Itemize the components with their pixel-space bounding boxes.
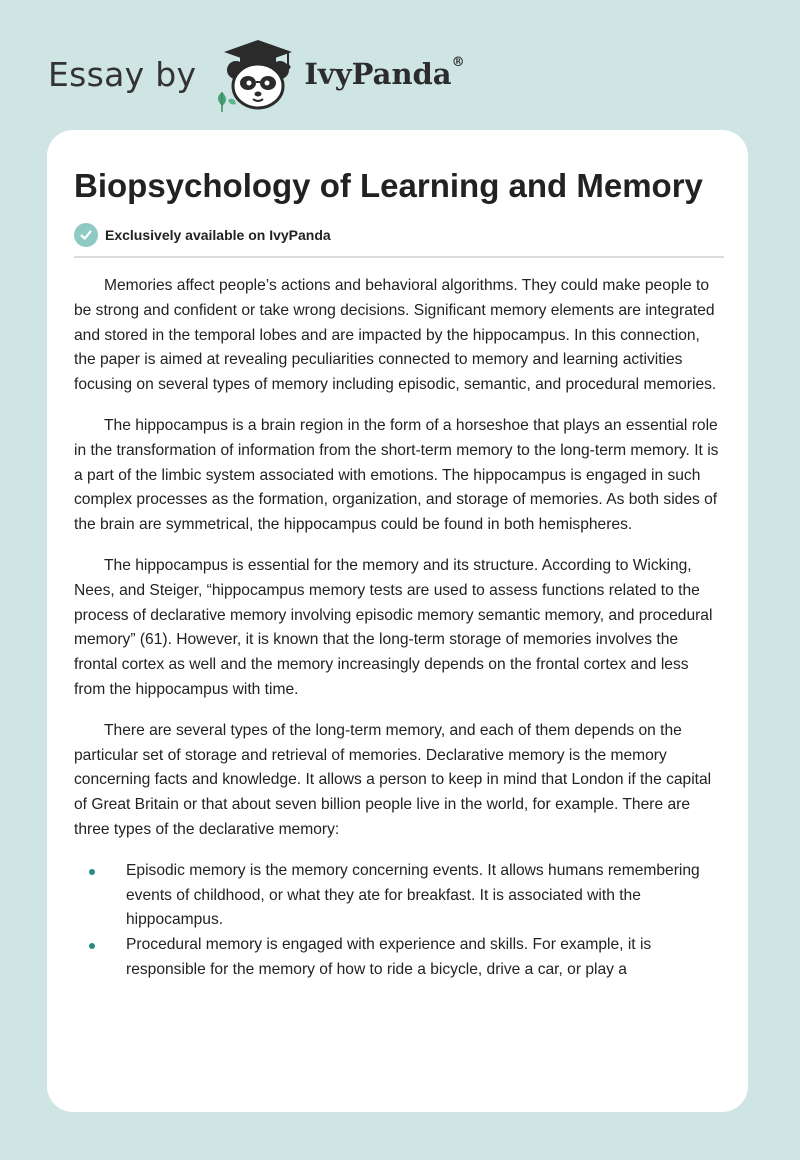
brand-name: IvyPanda® [304,55,465,91]
paragraph: Memories affect people’s actions and behavioral algorithms. They could make people to be strong and confident or take wrong decisions. Significant memory elements are integrated and stored in the temporal lobes and are impacted by the hippocampus. In this connection, the paper is aimed at revealing peculiarities connected to memory and learning activities focusing on several types of memory including episodic, semantic, and procedural memories. [74,277,717,394]
badge-label: Exclusively available on IvyPanda [105,227,331,243]
bullet-icon [89,869,95,875]
paragraph: The hippocampus is a brain region in the form of a horseshoe that plays an essential role in the transformation of information from the short-term memory to the long-term memory. It is a part of the limbic system associated with emotions. The hippocampus is engaged in such complex processes as the formation, organization, and storage of memories. As both sides of the brain are symmetrical, the hippocampus could be found in both hemispheres. [74,416,719,534]
list-item-text: Episodic memory is the memory concerning events. It allows humans remembering events of childhood, or what they ate for breakfast. It is associated with the hippocampus. [126,861,700,929]
brand-prefix: Essay by [48,54,197,94]
list-item [74,933,724,983]
paragraph: There are several types of the long-term memory, and each of them depends on the particular set of storage and retrieval of memories. Declarative memory is the memory concerning facts and knowledge. It allows a person to keep in mind that London if the capital of Great Britain or that about seven billion people live in the world, for example. There are three types of the declarative memory: [74,721,712,838]
exclusive-badge [74,222,724,248]
divider [74,256,724,258]
essay-body [74,274,724,983]
bullet-icon [89,943,95,949]
essay-content [74,130,724,983]
list-item [74,859,724,933]
memory-types-list [74,859,724,983]
essay-card [47,130,748,1112]
panda-logo-icon [210,34,298,114]
paragraph: The hippocampus is essential for the memory and its structure. According to Wicking, Nees, and Steiger, “hippocampus memory tests are used to assess functions related to the process of declarative memory involving episodic memory semantic memory, and procedural memory” (61). However, it is known that the long-term storage of memories involves the frontal cortex as well and the memory increasingly depends on the frontal cortex and less from the hippocampus with time. [74,556,713,698]
check-icon [74,223,98,247]
page-title: Biopsychology of Learning and Memory [74,167,703,204]
list-item-text: Procedural memory is engaged with experience and skills. For example, it is responsible for the memory of how to ride a bicycle, drive a car, or play a [126,936,652,978]
brand-header[interactable] [48,34,465,114]
